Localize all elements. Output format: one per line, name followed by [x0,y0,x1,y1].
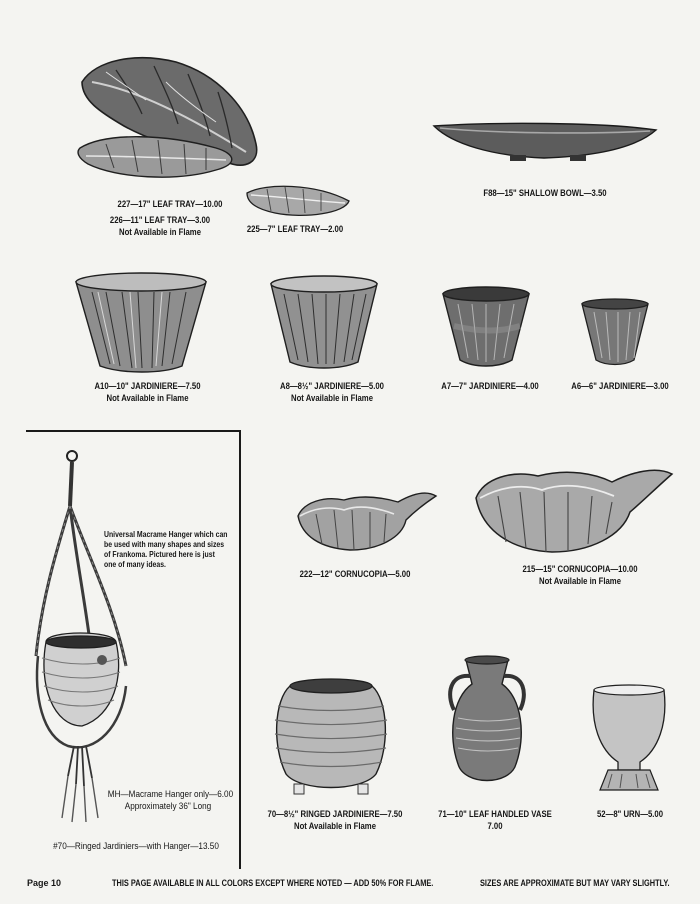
caption-price: 7.00 [487,821,503,831]
caption-urn [583,808,678,820]
caption-line: MH—Macrame Hanger only—6.00 [107,789,234,800]
caption-leaf-tray-7 [239,223,351,235]
caption-line: 222—12" CORNUCOPIA—5.00 [299,569,411,579]
caption-line: A8—8½" JARDINIERE—5.00 [280,381,384,391]
jardiniere-a8-image [268,274,380,370]
caption-line: A7—7" JARDINIERE—4.00 [441,381,539,391]
cornucopia-12-image [294,486,438,554]
caption-line: A10—10" JARDINIERE—7.50 [94,381,201,391]
caption-cornucopia-12 [295,568,415,580]
caption-jardiniere-a6 [564,380,676,392]
urn-image [588,684,670,796]
size-note: SIZES ARE APPROXIMATE BUT MAY VARY SLIGHTLY. [480,878,670,888]
caption-line: #70—Ringed Jardiniers—with Hanger—13.50 [53,841,219,852]
description-line: of Frankoma. Pictured here is just [104,550,215,559]
caption-note: Approximately 36" Long [124,801,212,812]
description-line: Universal Macrame Hanger which can [104,530,228,539]
leaf-tray-17-image [76,52,262,188]
caption-note: Not Available in Flame [290,393,373,403]
jardiniere-a7-image [440,286,532,368]
macrame-combo-caption [50,841,222,853]
caption-line: 70—8½" RINGED JARDINIERE—7.50 [267,809,403,819]
caption-leaf-tray-11 [100,214,220,238]
caption-leaf-handled-vase [431,808,560,832]
leaf-handled-vase-image [444,654,530,794]
macrame-hanger-caption [107,789,234,813]
caption-leaf-tray-17 [110,198,230,210]
ringed-jardiniere-image [272,676,390,802]
caption-jardiniere-a8 [272,380,392,404]
macrame-description [104,530,228,570]
description-line: one of many ideas. [104,560,166,569]
caption-line: 52—8" URN—5.00 [596,809,664,819]
shallow-bowl-image [432,116,658,168]
leaf-tray-7-image [245,181,353,221]
flame-note: THIS PAGE AVAILABLE IN ALL COLORS EXCEPT WHERE NOTED — ADD 50% FOR FLAME. [112,878,434,888]
caption-line: F88—15" SHALLOW BOWL—3.50 [483,188,607,198]
caption-jardiniere-a7 [434,380,546,392]
caption-line: A6—6" JARDINIERE—3.00 [571,381,669,391]
description-line: be used with many shapes and sizes [104,540,225,549]
jardiniere-a10-image [72,270,210,374]
caption-shallow-bowl [481,187,610,199]
caption-line: 225—7" LEAF TRAY—2.00 [246,224,344,234]
caption-note: Not Available in Flame [293,821,376,831]
caption-line: 215—15" CORNUCOPIA—10.00 [522,564,638,574]
caption-note: Not Available in Flame [106,393,189,403]
cornucopia-15-image [472,462,676,556]
caption-cornucopia-15 [511,563,649,587]
jardiniere-a6-image [580,298,650,366]
caption-note: Not Available in Flame [118,227,201,237]
caption-line: 227—17" LEAF TRAY—10.00 [117,199,223,209]
page-number: Page 10 [27,878,62,888]
caption-line: 71—10" LEAF HANDLED VASE [438,809,552,819]
caption-jardiniere-a10 [85,380,210,404]
caption-line: 226—11" LEAF TRAY—3.00 [109,215,211,225]
caption-note: Not Available in Flame [538,576,621,586]
caption-ringed-jardiniere [262,808,408,832]
